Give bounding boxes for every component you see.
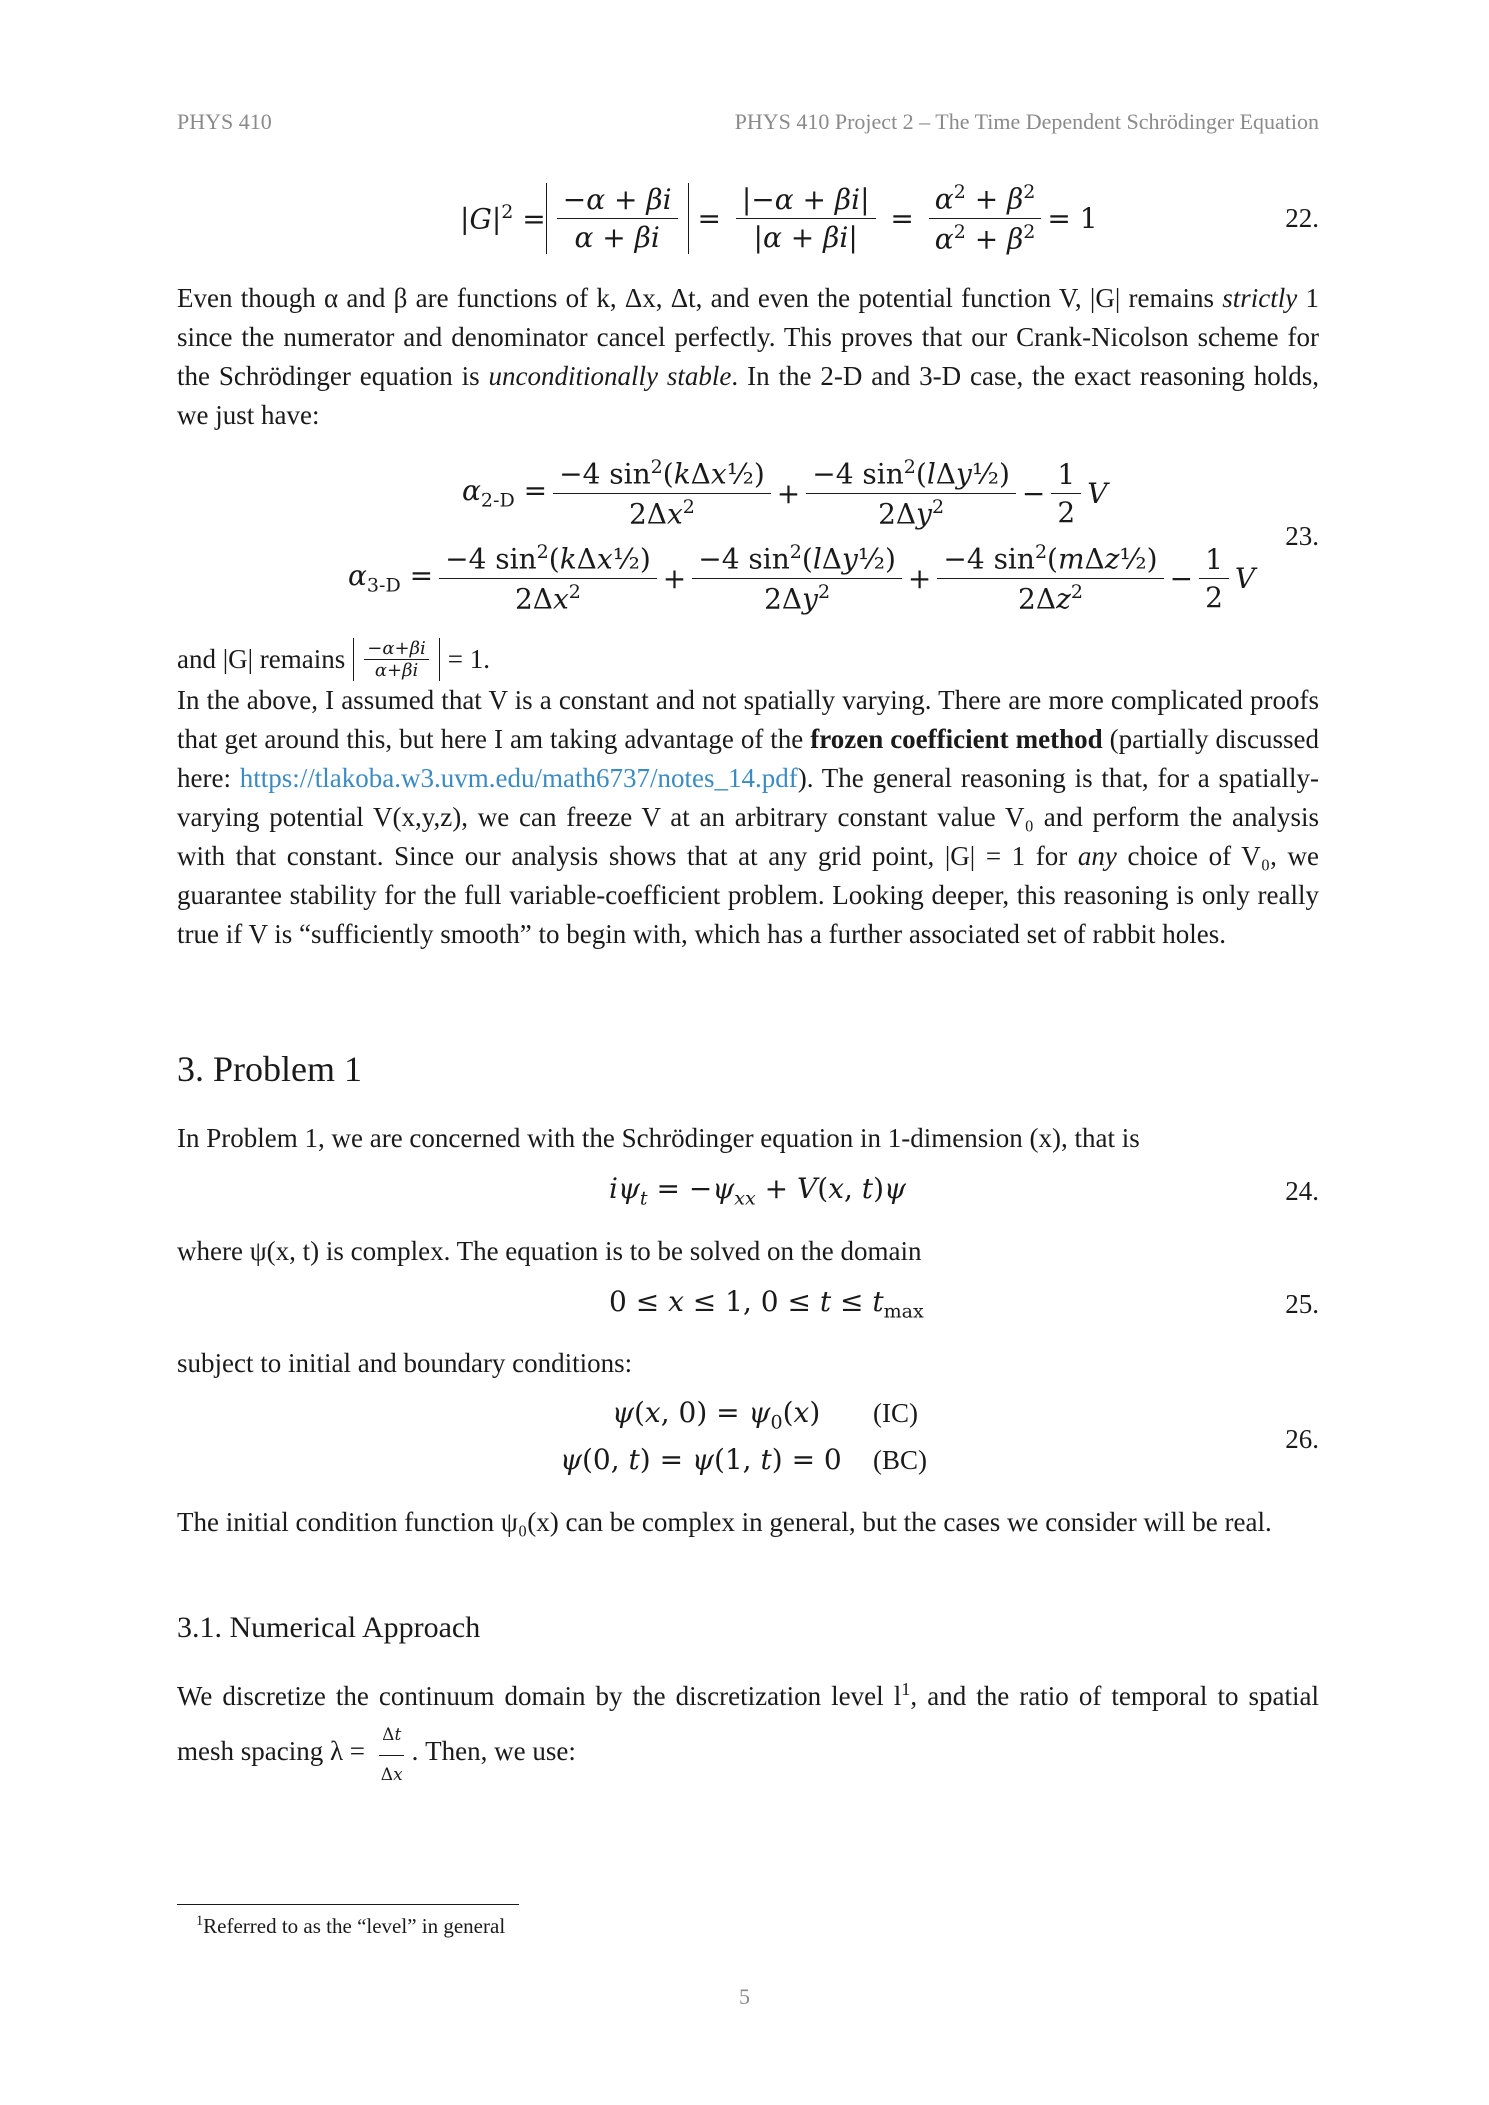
equation-number-26: 26. <box>1285 1424 1319 1454</box>
footnote: $^1$Referred to as the “level” in general <box>196 1913 506 1938</box>
equation-23-alpha-3d: $\alpha_{3-D}$ = $\frac{-4 \sin^2(k\Delta x\frac{1}{2})}{2\Delta x^2}$ + $\frac{-4 \sin^2(l\Delta y\frac{1}{2})}{2\Delta y^2}$ + $\frac{-4 \sin^2(m\Delta z\frac{1}{2})}{2\Delta z^2}$ − $\frac{1}{2}$ V <box>348 541 1256 615</box>
inline-g-fraction: $\frac{-\alpha+\beta i}{\alpha+\beta i}$ <box>353 638 440 681</box>
equation-26-ic: ψ(x, $0) = \psi_0(x)$ <box>612 1396 821 1434</box>
equation-22: $|G|^2$ = $\frac{-\alpha + \beta i}{\alpha + \beta i}$ = $\frac{|-\alpha + \beta i|}{|\alpha + \beta i|}$ = $\frac{\alpha^2 + \beta^2}{\alpha^2 + \beta^2}$ = 1 <box>460 181 1098 255</box>
paragraph-problem-1-intro: In Problem 1, we are concerned with the Schrödinger equation in 1-dimension (x), that is <box>177 1123 1140 1153</box>
paragraph-discretization: We discretize the continuum domain by the discretization level $l^1$, and the ratio of temporal to spatial mesh spacing λ = $\frac{\Delta t}{\Delta x}$ . Then, we use: <box>177 1679 1319 1785</box>
equation-26-bc: ψ(0, t) = ψ(1, t) = 0 <box>560 1443 842 1476</box>
equation-number-23: 23. <box>1285 521 1319 551</box>
inline-lambda-fraction: $\frac{\Delta t}{\Delta x}$ <box>372 1745 412 1765</box>
footnote-mark[interactable]: 1 <box>901 1679 911 1699</box>
equation-24: $i\psi_t = -\psi_{xx} + V(x$, t)ψ <box>609 1172 906 1210</box>
section-heading-problem-1: 3. Problem 1 <box>177 1049 362 1089</box>
term-frozen-coefficient: frozen coefficient method <box>810 724 1103 754</box>
running-header-left: PHYS 410 <box>177 109 272 134</box>
equation-23-alpha-2d: $\alpha_{2-D}$ = $\frac{-4 \sin^2(k\Delta x\frac{1}{2})}{2\Delta x^2}$ + $\frac{-4 \sin^2(l\Delta y\frac{1}{2})}{2\Delta y^2}$ − $\frac{1}{2}$ V <box>462 456 1108 530</box>
subsection-heading-numerical-approach: 3.1. Numerical Approach <box>177 1611 481 1644</box>
page-number: 5 <box>739 1984 750 2009</box>
paragraph-initial-condition: The initial condition function ψ₀(x) can be complex in general, but the cases we consider will be real. <box>177 1507 1272 1537</box>
equation-25: 0 ≤ x ≤ 1, $0 \le t \le t_{max}$ <box>609 1285 924 1323</box>
footnote-rule <box>177 1904 519 1905</box>
equation-number-25: 25. <box>1285 1289 1319 1319</box>
equation-number-22: 22. <box>1285 203 1319 233</box>
bc-tag: (BC) <box>873 1445 927 1475</box>
running-header-right: PHYS 410 Project 2 – The Time Dependent Schrödinger Equation <box>734 109 1319 134</box>
paragraph-frozen-coefficient: In the above, I assumed that V is a constant and not spatially varying. There are more complicated proofs that get around this, but here I am taking advantage of the frozen coefficient method (partially discussed here: https://tlakoba.w3.uvm.edu/math6737/notes_14.pdf). The general reasoning is that, for a spatially-varying potential V(x,y,z), we can freeze V at an arbitrary constant value V₀ and perform the analysis with that constant. Since our analysis shows that at any grid point, |G| = 1 for any choice of V₀, we guarantee stability for the full variable-coefficient problem. Looking deeper, this reasoning is only really true if V is “sufficiently smooth” to begin with, which has a further associated set of rabbit holes. <box>177 685 1320 949</box>
equation-number-24: 24. <box>1285 1176 1319 1206</box>
paragraph-domain: where ψ(x, t) is complex. The equation is to be solved on the domain <box>177 1236 922 1266</box>
paragraph-conditions: subject to initial and boundary conditions: <box>177 1348 633 1378</box>
ic-tag: (IC) <box>873 1398 918 1428</box>
paragraph-stability: Even though α and β are functions of k, Δx, Δt, and even the potential function V, |G| remains strictly 1 since the numerator and denominator cancel perfectly. This proves that our Crank-Nicolson scheme for the Schrödinger equation is unconditionally stable. In the 2-D and 3-D case, the exact reasoning holds, we just have: <box>177 283 1319 430</box>
notes-link[interactable]: https://tlakoba.w3.uvm.edu/math6737/notes_14.pdf <box>239 763 798 793</box>
paragraph-g-remains: and |G| remains $\frac{-\alpha+\beta i}{\alpha+\beta i}$ = 1. <box>177 638 491 681</box>
